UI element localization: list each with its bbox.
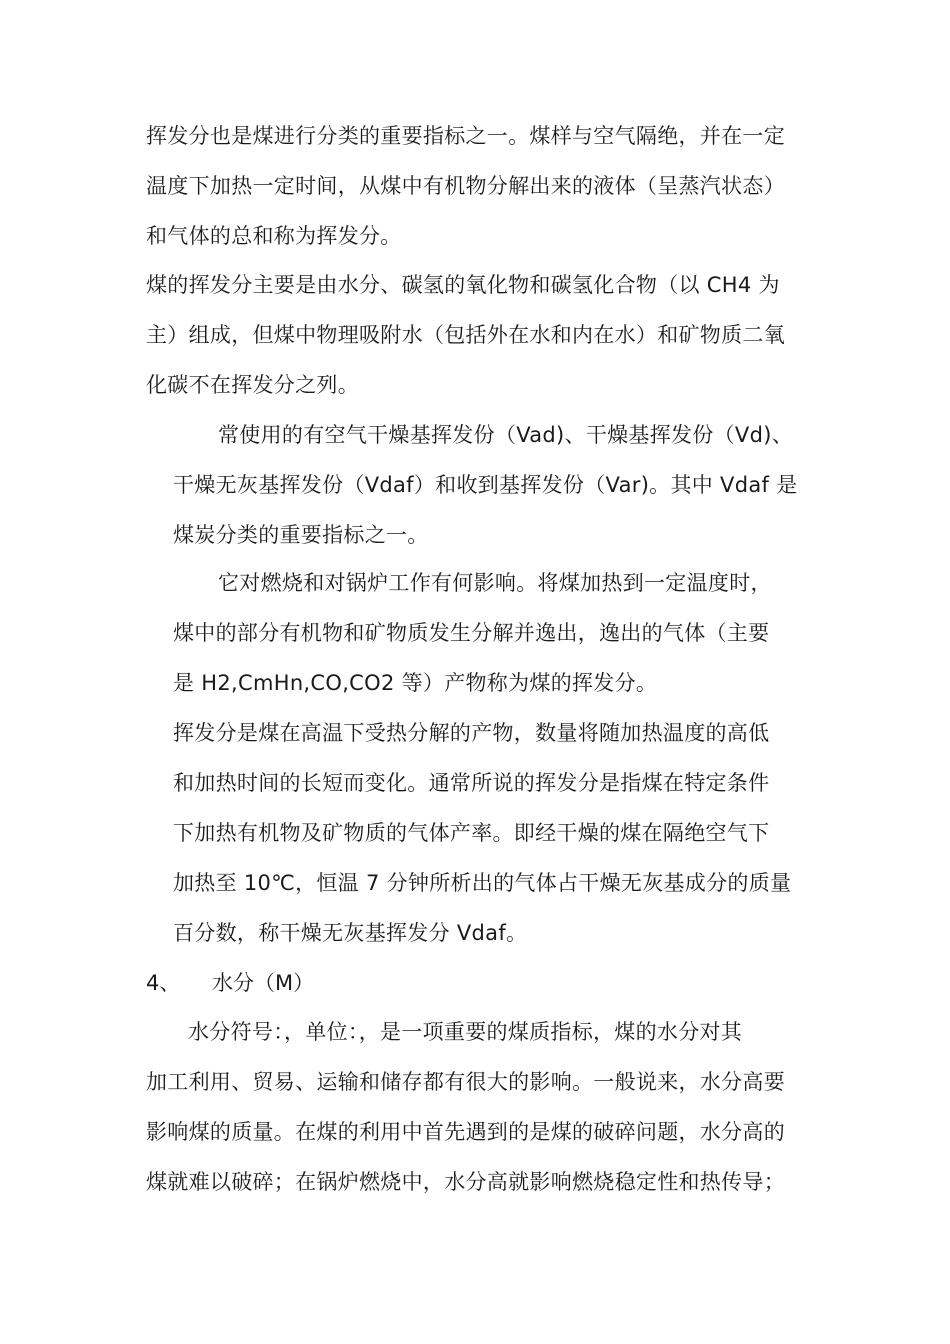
paragraph-volatile-bases xyxy=(173,410,798,560)
paragraph-volatile-measurement xyxy=(173,708,791,958)
text-line: 化碳不在挥发分之列。 xyxy=(146,373,359,397)
section-title: 水分（M） xyxy=(212,971,315,995)
section-heading-moisture xyxy=(146,958,314,1008)
text-line: 煤就难以破碎；在锅炉燃烧中，水分高就影响燃烧稳定性和热传导； xyxy=(146,1170,785,1194)
text-line: 主）组成，但煤中物理吸附水（包括外在水和内在水）和矿物质二氧 xyxy=(146,323,785,347)
text-line: 干燥无灰基挥发份（Vdaf）和收到基挥发份（Var)。其中 Vdaf 是 xyxy=(173,473,798,497)
paragraph-volatile-composition xyxy=(146,260,785,410)
text-line: 挥发分也是煤进行分类的重要指标之一。煤样与空气隔绝，并在一定 xyxy=(146,124,785,148)
text-line: 和气体的总和称为挥发分。 xyxy=(146,224,402,248)
text-line: 是 H2,CmHn,CO,CO2 等）产物称为煤的挥发分。 xyxy=(173,671,658,695)
text-line: 加热至 10℃，恒温 7 分钟所析出的气体占干燥无灰基成分的质量 xyxy=(173,871,792,895)
text-line: 温度下加热一定时间，从煤中有机物分解出来的液体（呈蒸汽状态） xyxy=(146,174,785,198)
paragraph-moisture xyxy=(146,1007,785,1207)
text-line: 和加热时间的长短而变化。通常所说的挥发分是指煤在特定条件 xyxy=(173,771,770,795)
paragraph-volatile-boiler-effect xyxy=(173,558,772,708)
text-line: 水分符号：，单位：，是一项重要的煤质指标，煤的水分对其 xyxy=(188,1020,743,1044)
text-line: 下加热有机物及矿物质的气体产率。即经干燥的煤在隔绝空气下 xyxy=(173,821,770,845)
text-line: 煤炭分类的重要指标之一。 xyxy=(173,523,429,547)
text-line: 常使用的有空气干燥基挥发份（Vad)、干燥基挥发份（Vd)、 xyxy=(218,423,794,447)
text-line: 煤中的部分有机物和矿物质发生分解并逸出，逸出的气体（主要 xyxy=(173,621,770,645)
text-line: 它对燃烧和对锅炉工作有何影响。将煤加热到一定温度时， xyxy=(218,571,772,595)
text-line: 加工利用、贸易、运输和储存都有很大的影响。一般说来，水分高要 xyxy=(146,1070,785,1094)
text-line: 煤的挥发分主要是由水分、碳氢的氧化物和碳氢化合物（以 CH4 为 xyxy=(146,273,780,297)
paragraph-volatile-definition xyxy=(146,111,785,261)
text-line: 影响煤的质量。在煤的利用中首先遇到的是煤的破碎问题，水分高的 xyxy=(146,1120,785,1144)
text-line: 挥发分是煤在高温下受热分解的产物，数量将随加热温度的高低 xyxy=(173,721,770,745)
section-number: 4、 xyxy=(146,971,181,995)
text-line: 百分数，称干燥无灰基挥发分 Vdaf。 xyxy=(173,921,528,945)
